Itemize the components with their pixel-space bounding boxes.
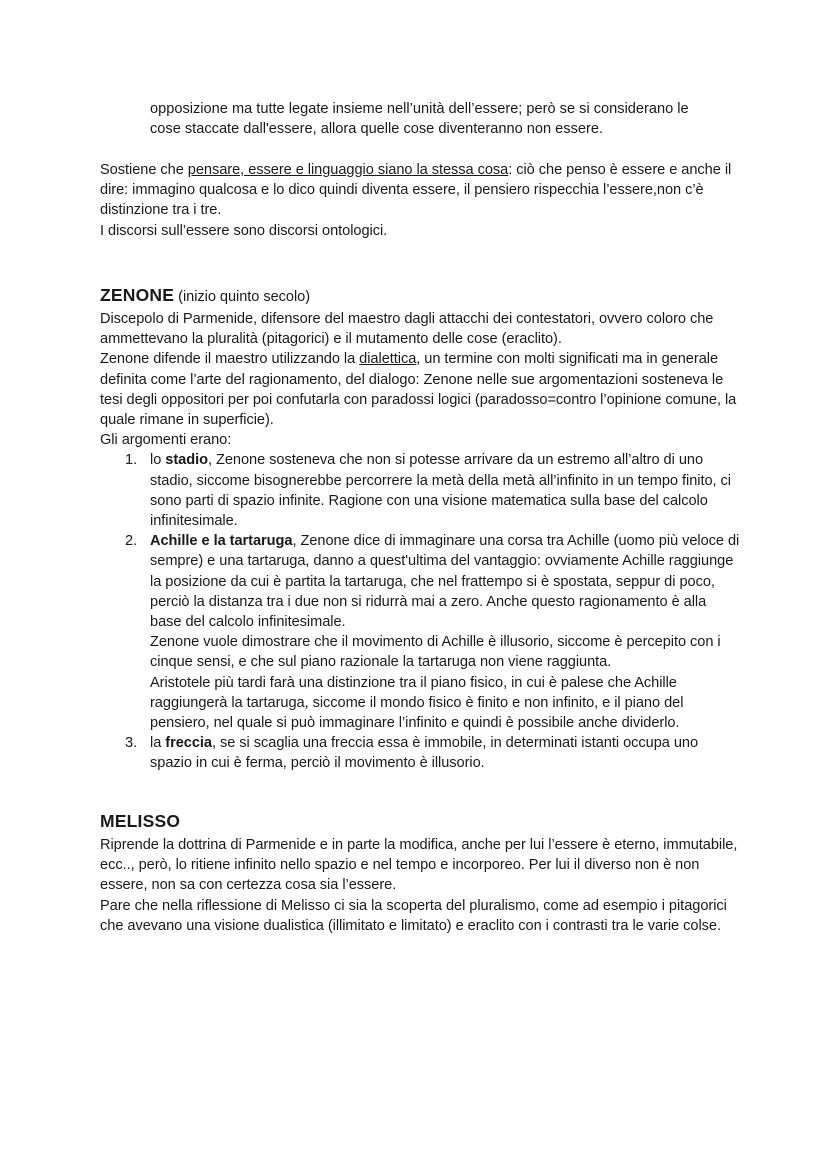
arg-1-bold: stadio: [165, 452, 208, 469]
melisso-section: [100, 809, 740, 936]
zenone-arguments-list: [100, 450, 740, 773]
zenone-section: [100, 283, 740, 774]
list-item: [100, 450, 740, 531]
intro-p1-pre: Sostiene che: [100, 162, 188, 178]
arg-2-extra-2: Aristotele più tardi farà una distinzione tra il piano fisico, in cui è palese che Achille raggiungerà la tartaruga, siccome il mondo fisico è finito e non infinito, e il piano del pensiero, nel quale si può immaginare l’infinito e quindi è possibile anche dividerlo.: [150, 674, 684, 732]
arg-3-text: , se si scaglia una freccia essa è immobile, in determinati istanti occupa uno spazio in cui è ferma, perciò il movimento è illusorio.: [150, 735, 699, 772]
list-item-number: 3.: [125, 735, 138, 752]
intro-continuation-line-2: cose staccate dall'essere, allora quelle cose diventeranno non essere.: [150, 121, 604, 138]
zenone-p2-pre: Zenone difende il maestro utilizzando la: [100, 351, 360, 368]
zenone-heading: ZENONE: [100, 285, 175, 305]
arg-1-pre: lo: [150, 452, 166, 469]
list-item: [100, 733, 740, 773]
list-item-number: 2.: [125, 533, 138, 550]
intro-p1-post: : ciò che penso è essere e anche il dire: immagino qualcosa e lo dico quindi diventa essere, il pensiero rispecchia l’essere,non c’è distinzione tra i tre.: [100, 162, 732, 219]
zenone-heading-note: (inizio quinto secolo): [174, 289, 311, 305]
melisso-heading-line: [100, 809, 740, 835]
intro-continuation-line-1: opposizione ma tutte legate insieme nell’unità dell’essere; però se si considerano le: [150, 101, 689, 117]
melisso-paragraph-1: Riprende la dottrina di Parmenide e in parte la modifica, anche per lui l’essere è eterno, immutabile, ecc.., però, lo ritiene infinito nello spazio e nel tempo e incorporeo. Per lui il diverso non è non essere, non sa con certezza cosa sia l’essere.: [100, 837, 738, 894]
arg-1-text: , Zenone sosteneva che non si potesse arrivare da un estremo all’altro di uno stadio, siccome bisognerebbe percorrere la metà della metà all’infinito in un tempo finito, ci sono parti di spazio infinite. Ragione con una visione matematica sulla base del calcolo infinitesimale.: [150, 452, 731, 530]
zenone-p2-underlined: dialettica: [359, 351, 417, 368]
intro-paragraph-1: [100, 160, 740, 221]
melisso-heading: MELISSO: [100, 811, 181, 831]
intro-continuation: [150, 99, 740, 139]
zenone-heading-line: [100, 283, 740, 309]
melisso-paragraph-2: Pare che nella riflessione di Melisso ci sia la scoperta del pluralismo, come ad esempio i pitagorici che avevano una visione dualistica (illimitato e limitato) e eraclito con i contrasti tra le varie colse.: [100, 897, 727, 934]
zenone-p2-post: , un termine con molti significati ma in generale definita come l’arte del ragionamento, del dialogo: Zenone nelle sue argomentazioni sosteneva le tesi degli oppositori per poi confutarla con paradossi logici (paradosso=contro l’opinione comune, la quale rimane in superficie).: [100, 351, 737, 429]
arg-3-pre: la: [150, 735, 166, 752]
zenone-paragraph-3: Gli argomenti erano:: [100, 432, 232, 449]
zenone-paragraph-2: [100, 349, 740, 430]
intro-p1-underlined: pensare, essere e linguaggio siano la stessa cosa: [187, 162, 509, 178]
list-item: [100, 531, 740, 733]
arg-2-bold: Achille e la tartaruga: [150, 533, 293, 550]
intro-paragraph-2: I discorsi sull’essere sono discorsi ontologici.: [100, 222, 388, 239]
list-item-number: 1.: [125, 452, 138, 469]
intro-paragraphs: [100, 160, 740, 241]
arg-3-bold: freccia: [165, 735, 212, 752]
zenone-paragraph-1: Discepolo di Parmenide, difensore del maestro dagli attacchi dei contestatori, ovvero coloro che ammettevano la pluralità (pitagorici) e il mutamento delle cose (eraclito).: [100, 311, 714, 348]
arg-2-text: , Zenone dice di immaginare una corsa tra Achille (uomo più veloce di sempre) e una tartaruga, danno a quest'ultima del vantaggio: ovviamente Achille raggiunge la posizione da cui è partita la tartaruga, che nel frattempo si è spostata, seppur di poco, perciò la distanza tra i due non si ridurrà mai a zero. Anche questo ragionamento è alla base del calcolo infinitesimale.: [150, 533, 740, 631]
arg-2-extra-1: Zenone vuole dimostrare che il movimento di Achille è illusorio, siccome è percepito con i cinque sensi, e che sul piano razionale la tartaruga non viene raggiunta.: [150, 634, 721, 671]
